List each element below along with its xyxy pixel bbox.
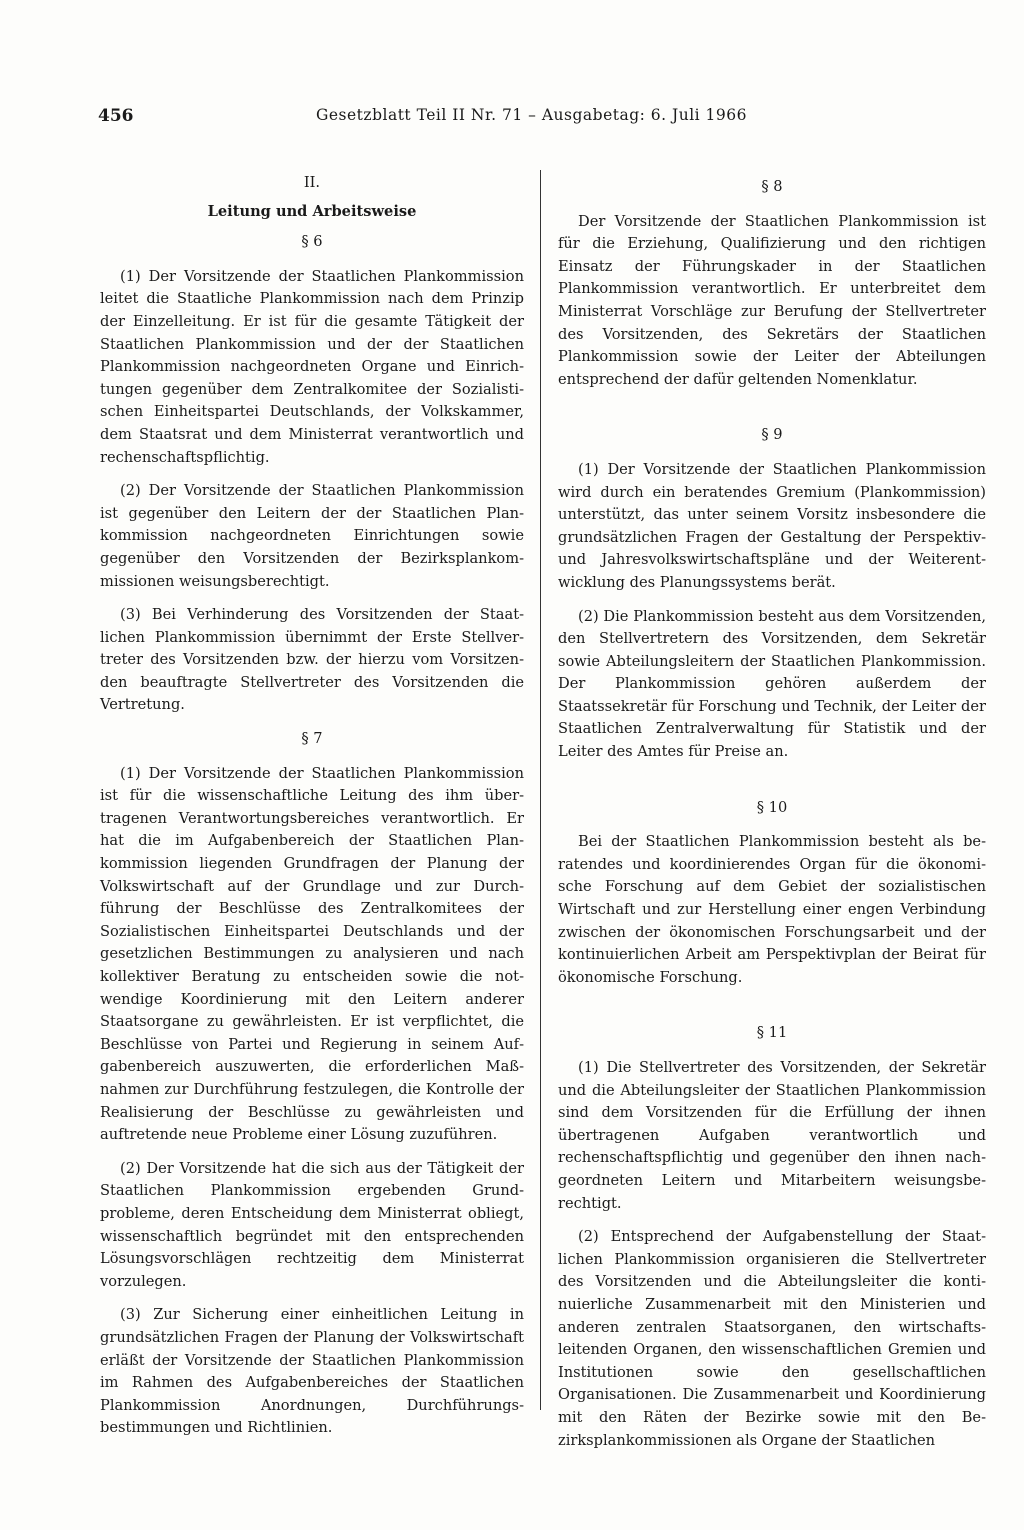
paragraph-10: Bei der Staatlichen Plankommission besteht als beratendes und koordinierendes Organ für die ökonomische Forschung auf dem Gebiet der sozialistischen Wirtschaft und zur Herstellung einer engen Verbindung zwischen der ökonomischen Forschungsarbeit und der kontinuierlichen Arbeit am Perspektivplan der Beirat für ökonomische Forschung. (558, 833, 986, 986)
page-number: 456 (98, 106, 134, 126)
paragraph-8: Der Vorsitzende der Staatlichen Plankommission ist für die Erziehung, Qualifizierung und den richtigen Einsatz der Führungskader in der Staatlichen Plankommission verantwortlich. Er unterbreitet dem Ministerrat Vorschläge zur Berufung der Stellvertreter des Vorsitzenden, des Sekretärs der Staatlichen Plankommission sowie der Leiter der Abteilungen entsprechend der dafür geltenden Nomenklatur. (558, 212, 986, 388)
paragraph-6-1: (1) Der Vorsitzende der Staatlichen Plankommission leitet die Staatliche Plankommission nach dem Prinzip der Einzelleitung. Er ist für die gesamte Tätigkeit der Staatlichen Plankommission und der der Staatlichen Plankommission nachgeordneten Organe und Einrichtungen gegenüber dem Zentralkomitee der Sozialistischen Einheitspartei Deutschlands, der Volkskammer, dem Staatsrat und dem Ministerrat verantwortlich und rechenschaftspflichtig. (100, 267, 524, 466)
paragraph-6-3: (3) Bei Verhinderung des Vorsitzenden der Staatlichen Plankommission übernimmt der Erste Stellvertreter des Vorsitzenden bzw. der hierzu vom Vorsitzenden beauftragte Stellvertreter des Vorsitzenden die Vertretung. (100, 606, 524, 714)
left-column (100, 168, 524, 1451)
section-heading-8: § 8 (761, 178, 783, 195)
paragraph-7-3: (3) Zur Sicherung einer einheitlichen Leitung in grundsätzlichen Fragen der Planung der Volkswirtschaft erläßt der Vorsitzende der Staatlichen Plankommission im Rahmen des Aufgabenbereiches der Staatlichen Plankommission Anordnungen, Durchführungsbestimmungen und Richtlinien. (100, 1306, 524, 1437)
paragraph-7-2: (2) Der Vorsitzende hat die sich aus der Tätigkeit der Staatlichen Plankommission ergebenden Grundprobleme, deren Entscheidung dem Ministerrat obliegt, wissenschaftlich begründet mit den entsprechenden Lösungsvorschlägen rechtzeitig dem Ministerrat vorzulegen. (100, 1159, 524, 1290)
right-column (558, 168, 986, 1463)
running-title: Gesetzblatt Teil II Nr. 71 – Ausgabetag: 6. Juli 1966 (316, 106, 747, 124)
paragraph-11-2: (2) Entsprechend der Aufgabenstellung der Staatlichen Plankommission organisieren die Stellvertreter des Vorsitzenden und die Abteilungsleiter die kontinuierliche Zusammenarbeit mit den Ministerien und anderen zentralen Staatsorganen, den wirtschaftsleitenden Organen, den wissenschaftlichen Gremien und Institutionen sowie den gesellschaftlichen Organisationen. Die Zusammenarbeit und Koordinierung mit den Räten der Bezirke sowie mit den Bezirksplankommissionen als Organe der Staatlichen (558, 1228, 986, 1449)
section-heading-10: § 10 (756, 798, 788, 816)
section-heading-11: § 11 (756, 1024, 788, 1042)
chapter-title: Leitung und Arbeitsweise (207, 202, 417, 220)
paragraph-7-1: (1) Der Vorsitzende der Staatlichen Plankommission ist für die wissenschaftliche Leitung des ihm übertragenen Verantwortungsbereiches verantwortlich. Er hat die im Aufgabenbereich der Staatlichen Plankommission liegenden Grundfragen der Planung der Volkswirtschaft auf der Grundlage und zur Durchführung der Beschlüsse des Zentralkomitees der Sozialistischen Einheitspartei Deutschlands und der gesetzlichen Bestimmungen zu analysieren und nach kollektiver Beratung zu entscheiden sowie die notwendige Koordinierung mit den Leitern anderer Staatsorgane zu gewährleisten. Er ist verpflichtet, die Beschlüsse von Partei und Regierung in seinem Aufgabenbereich auszuwerten, die erforderlichen Maßnahmen zur Durchführung festzulegen, die Kontrolle der Realisierung der Beschlüsse zu gewährleisten und auftretende neue Probleme einer Lösung zuzuführen. (100, 764, 524, 1144)
column-divider (540, 170, 541, 1410)
chapter-number: II. (303, 174, 321, 191)
paragraph-11-1: (1) Die Stellvertreter des Vorsitzenden, der Sekretär und die Abteilungsleiter der Staatlichen Plankommission sind dem Vorsitzenden für die Erfüllung der ihnen übertragenen Aufgaben verantwortlich und rechenschaftspflichtig und gegenüber den ihnen nachgeordneten Leitern und Mitarbeitern weisungsberechtigt. (558, 1059, 986, 1212)
section-heading-9: § 9 (761, 426, 783, 444)
section-heading-7: § 7 (301, 730, 323, 748)
page-header (98, 106, 990, 136)
paragraph-6-2: (2) Der Vorsitzende der Staatlichen Plankommission ist gegenüber den Leitern der der Staatlichen Plankommission nachgeordneten Einrichtungen sowie gegenüber den Vorsitzenden der Bezirksplankommissionen weisungsberechtigt. (100, 482, 524, 590)
section-heading-6: § 6 (301, 233, 323, 251)
paragraph-9-1: (1) Der Vorsitzende der Staatlichen Plankommission wird durch ein beratendes Gremium (Plankommission) unterstützt, das unter seinem Vorsitz insbesondere die grundsätzlichen Fragen der Gestaltung der Perspektiv- und Jahresvolkswirtschaftspläne und der Weiterentwicklung des Planungssystems berät. (558, 460, 986, 591)
paragraph-9-2: (2) Die Plankommission besteht aus dem Vorsitzenden, den Stellvertretern des Vorsitzenden, dem Sekretär sowie Abteilungsleitern der Staatlichen Plankommission. Der Plankommission gehören außerdem der Staatssekretär für Forschung und Technik, der Leiter der Staatlichen Zentralverwaltung für Statistik und der Leiter des Amtes für Preise an. (558, 607, 986, 761)
